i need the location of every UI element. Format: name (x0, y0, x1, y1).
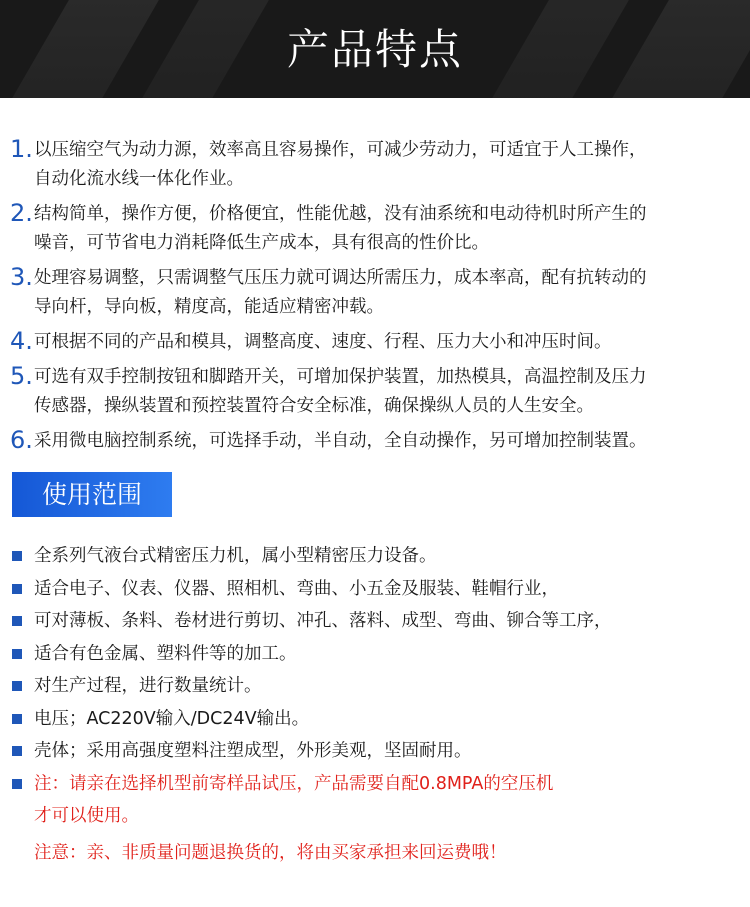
usage-item-text: 电压；AC220V输入/DC24V输出。 (34, 708, 310, 729)
usage-list (12, 540, 742, 869)
return-policy-note: 注意：亲、非质量问题退换货的，将由买家承担来回运费哦！ (34, 842, 507, 863)
feature-text-line: 自动化流水线一体化作业。 (34, 169, 244, 189)
square-bullet-icon (12, 779, 22, 789)
feature-number: 5. (10, 362, 33, 390)
feature-text-line: 导向杆，导向板，精度高，能适应精密冲载。 (34, 297, 384, 317)
feature-text-line: 采用微电脑控制系统，可选择手动，半自动，全自动操作，另可增加控制装置。 (34, 431, 647, 451)
feature-text-line: 噪音，可节省电力消耗降低生产成本，具有很高的性价比。 (34, 233, 489, 253)
feature-list (10, 136, 745, 456)
feature-item (10, 328, 745, 357)
square-bullet-icon (12, 746, 22, 756)
usage-item-text: 全系列气液台式精密压力机，属小型精密压力设备。 (34, 546, 437, 566)
feature-text-line: 处理容易调整，只需调整气压压力就可调达所需压力，成本率高，配有抗转动的 (34, 268, 647, 288)
feature-number: 1. (10, 135, 33, 163)
square-bullet-icon (12, 649, 22, 659)
feature-text-line: 结构简单，操作方便，价格便宜，性能优越，没有油系统和电动待机时所产生的 (34, 204, 647, 224)
feature-item (10, 200, 745, 258)
usage-item (12, 703, 742, 736)
header-banner (0, 0, 750, 98)
feature-text-line: 以压缩空气为动力源，效率高且容易操作，可减少劳动力，可适宜于人工操作， (34, 140, 647, 160)
usage-warning-item (12, 768, 742, 833)
usage-item (12, 638, 742, 671)
usage-item (12, 540, 742, 573)
usage-item-text: 适合有色金属、塑料件等的加工。 (34, 643, 297, 664)
feature-item (10, 264, 745, 322)
usage-item-text: 适合电子、仪表、仪器、照相机、弯曲、小五金及服装、鞋帽行业， (34, 578, 559, 599)
feature-text-line: 可根据不同的产品和模具，调整高度、速度、行程、压力大小和冲压时间。 (34, 332, 612, 352)
usage-item (12, 573, 742, 606)
feature-number: 3. (10, 263, 33, 291)
square-bullet-icon (12, 616, 22, 626)
feature-number: 4. (10, 327, 33, 355)
feature-text-line: 传感器，操纵装置和预控装置符合安全标准，确保操纵人员的人生安全。 (34, 396, 594, 416)
usage-item (12, 605, 742, 638)
feature-number: 6. (10, 426, 33, 454)
warning-text-line: 注：请亲在选择机型前寄样品试压，产品需要自配0.8MPA的空压机 (34, 773, 554, 794)
usage-item (12, 670, 742, 703)
feature-item (10, 136, 745, 194)
usage-section-title: 使用范围 (12, 472, 172, 517)
feature-text-line: 可选有双手控制按钮和脚踏开关，可增加保护装置，加热模具，高温控制及压力 (34, 367, 647, 387)
usage-item-text: 壳体；采用高强度塑料注塑成型，外形美观，坚固耐用。 (34, 741, 472, 761)
square-bullet-icon (12, 584, 22, 594)
usage-item-text: 可对薄板、条料、卷材进行剪切、冲孔、落料、成型、弯曲、铆合等工序， (34, 611, 612, 631)
feature-item (10, 363, 745, 421)
square-bullet-icon (12, 681, 22, 691)
feature-item (10, 427, 745, 456)
warning-text-line: 才可以使用。 (34, 806, 139, 826)
page-title: 产品特点 (286, 25, 463, 74)
feature-number: 2. (10, 199, 33, 227)
usage-item (12, 735, 742, 768)
square-bullet-icon (12, 714, 22, 724)
usage-item-text: 对生产过程，进行数量统计。 (34, 676, 262, 696)
square-bullet-icon (12, 551, 22, 561)
